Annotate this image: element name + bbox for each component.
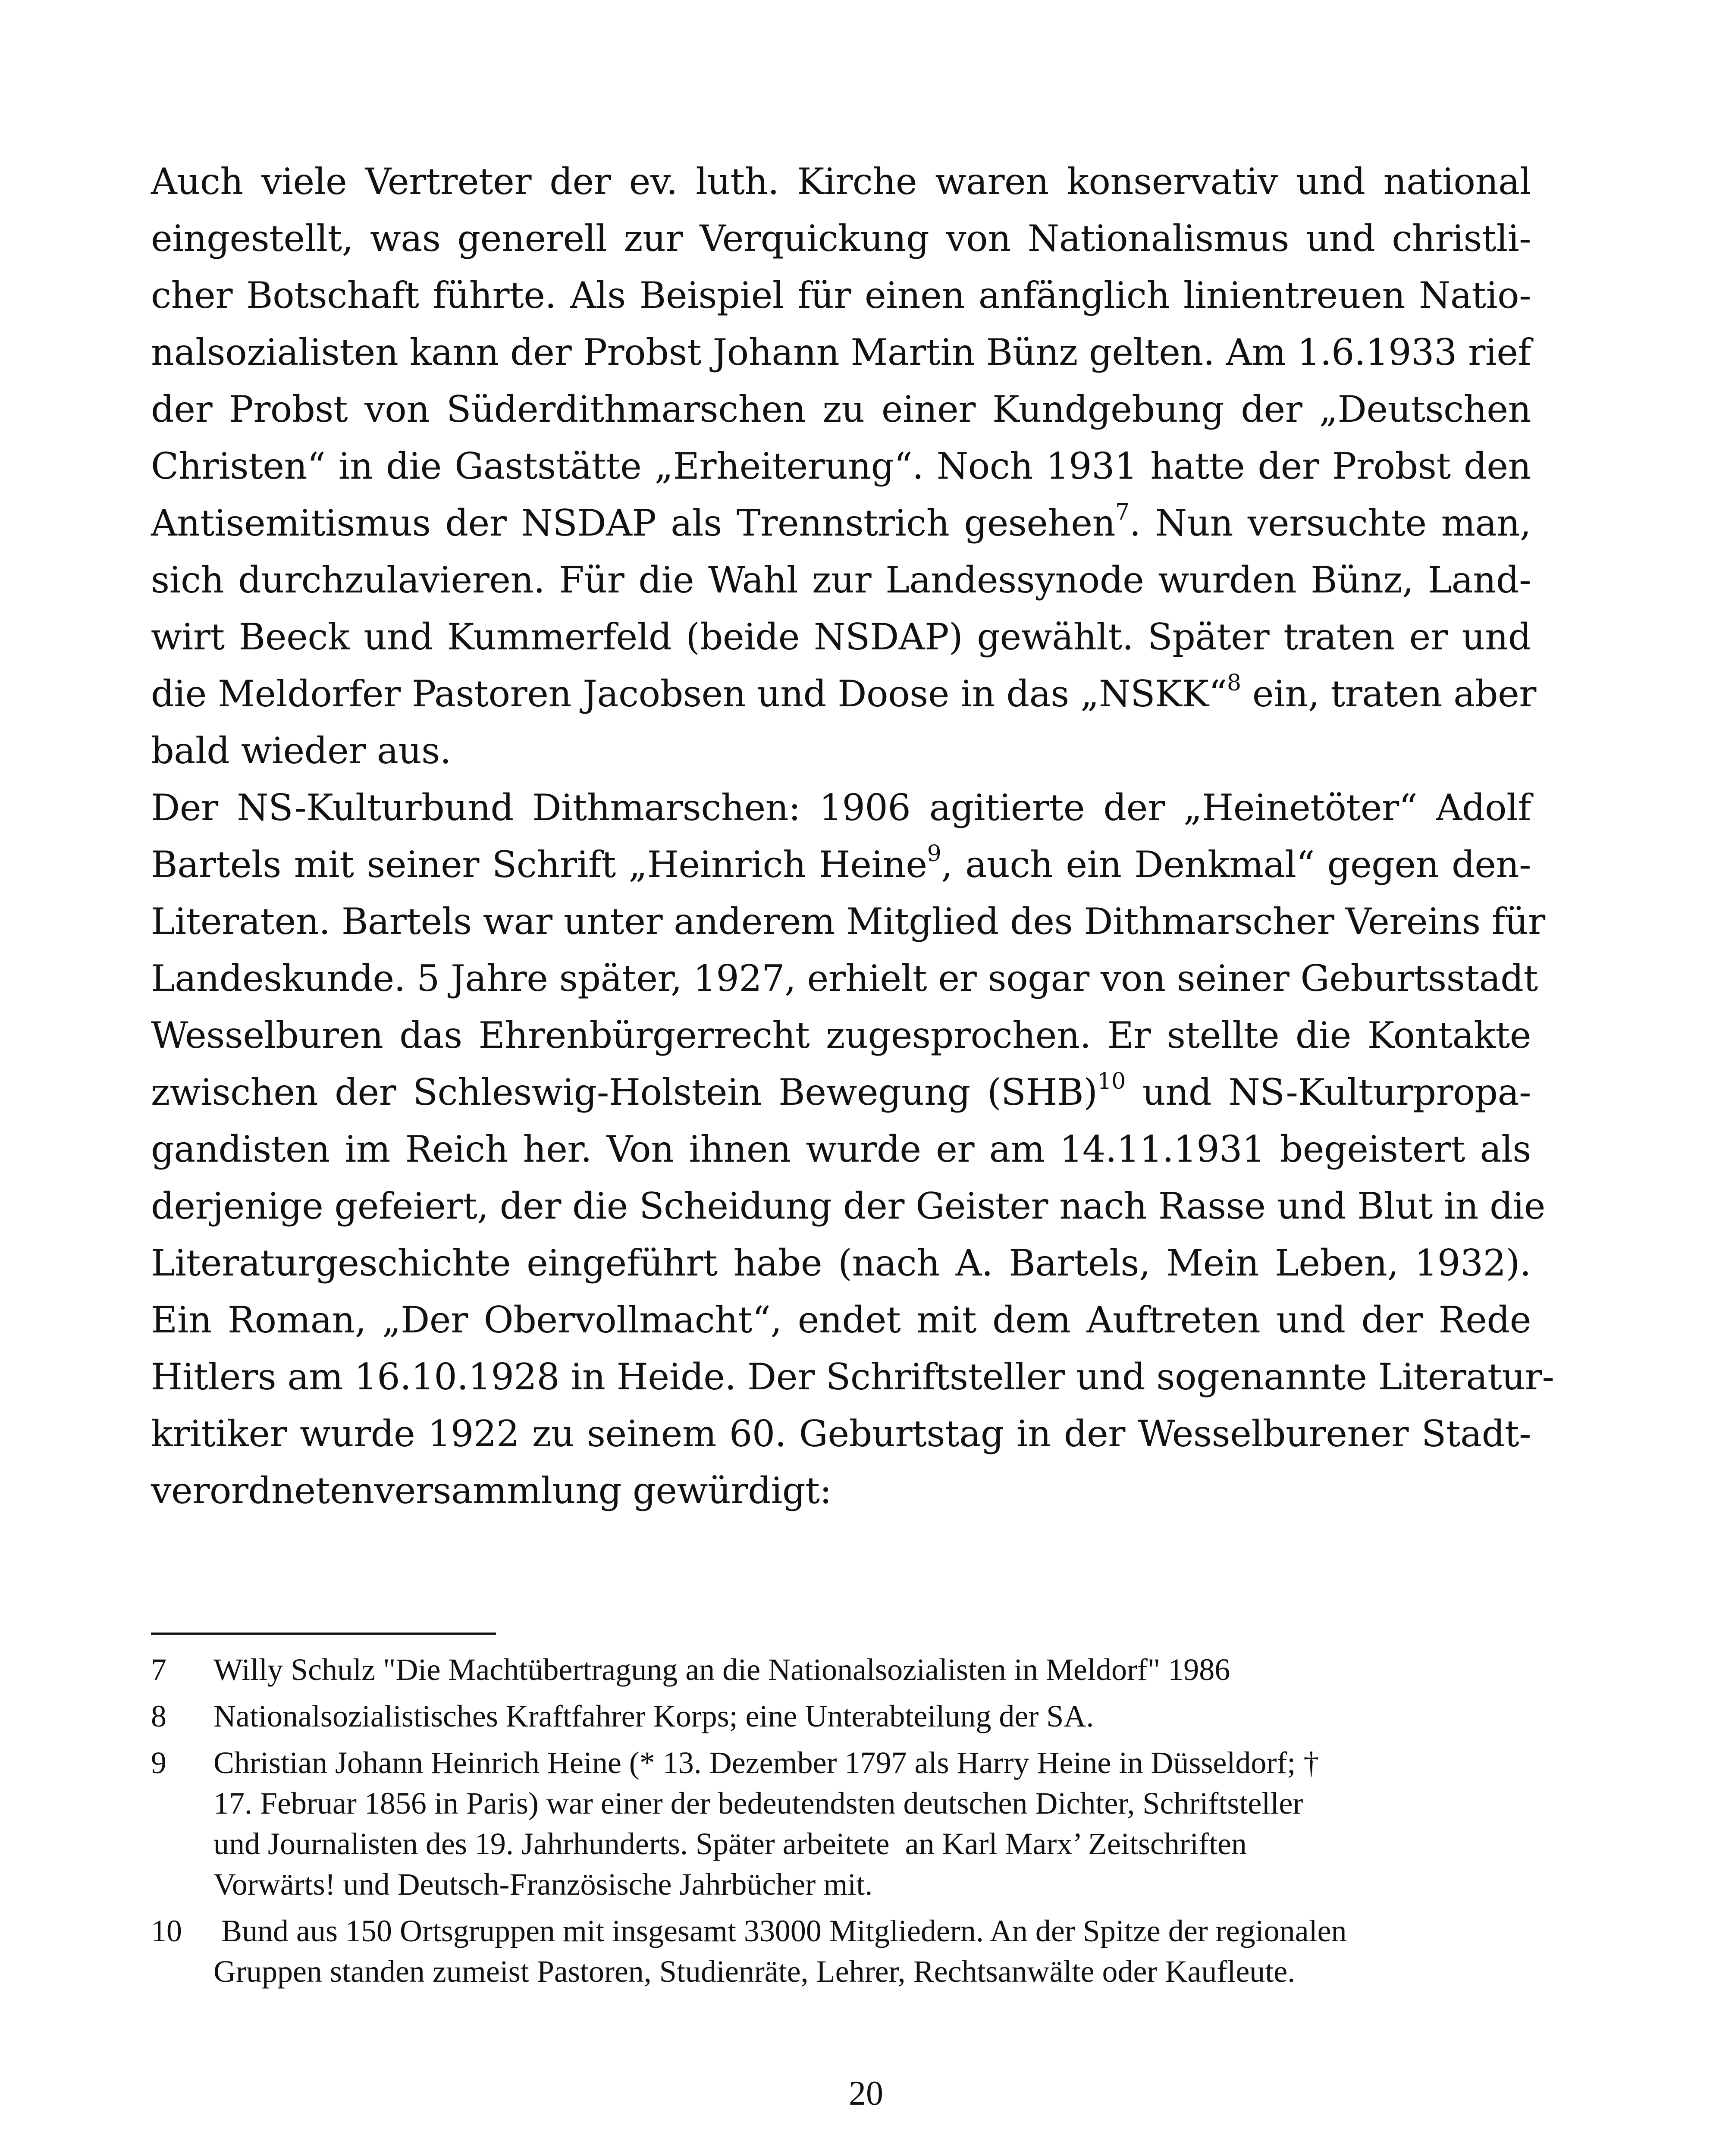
text-line: Landeskunde. 5 Jahre später, 1927, erhielt er sogar von seiner Geburtsstadt [151, 957, 1538, 1000]
footnote-text [213, 1742, 1531, 1905]
text-line [151, 836, 1531, 893]
text-line: sich durchzulavieren. Für die Wahl zur Landessynode wurden Bünz, Land- [151, 559, 1531, 601]
text-line: kritiker wurde 1922 zu seinem 60. Geburtstag in der Wesselburener Stadt- [151, 1413, 1531, 1455]
text-line: derjenige gefeiert, der die Scheidung der Geister nach Rasse und Blut in die [151, 1185, 1545, 1227]
text-line: Literaten. Bartels war unter anderem Mitglied des Dithmarscher Vereins für [151, 900, 1545, 943]
footnote-7 [151, 1649, 1531, 1690]
footnote-number: 8 [151, 1699, 166, 1733]
text-line [151, 1064, 1531, 1121]
text-line: gandisten im Reich her. Von ihnen wurde er am 14.11.1931 begeistert als [151, 1128, 1531, 1170]
footnote-line: Vorwärts! und Deutsch-Französische Jahrbücher mit. [213, 1867, 873, 1902]
text-segment: die Meldorfer Pastoren Jacobsen und Doose in das „NSKK“ [151, 673, 1227, 715]
text-segment: zwischen der Schleswig-Holstein Bewegung (SHB) [151, 1071, 1098, 1113]
footnote-line: Willy Schulz "Die Machtübertragung an die Nationalsozialisten in Meldorf" 1986 [213, 1652, 1230, 1687]
text-segment: ein, traten aber [1241, 673, 1536, 715]
text-line: Auch viele Vertreter der ev. luth. Kirche waren konservativ und national [151, 160, 1531, 203]
text-line [151, 495, 1531, 552]
text-line: Der NS-Kulturbund Dithmarschen: 1906 agitierte der „Heinetöter“ Adolf [151, 787, 1531, 829]
text-segment: . Nun versuchte man, [1129, 502, 1531, 544]
footnote-9 [151, 1742, 1531, 1905]
footnote-text [213, 1649, 1531, 1690]
text-line: Literaturgeschichte eingeführt habe (nach A. Bartels, Mein Leben, 1932). [151, 1242, 1531, 1284]
footnote-number: 9 [151, 1745, 166, 1780]
text-line: der Probst von Süderdithmarschen zu einer Kundgebung der „Deutschen [151, 388, 1531, 430]
page-number: 20 [849, 2075, 883, 2112]
footnote-8 [151, 1696, 1531, 1736]
footnote-line: 17. Februar 1856 in Paris) war einer der bedeutendsten deutschen Dichter, Schriftsteller [213, 1786, 1303, 1821]
text-line: Hitlers am 16.10.1928 in Heide. Der Schriftsteller und sogenannte Literatur- [151, 1356, 1554, 1398]
text-line: Ein Roman, „Der Obervollmacht“, endet mit dem Auftreten und der Rede [151, 1299, 1531, 1341]
footnote-ref-7[interactable]: 7 [1115, 499, 1130, 525]
footnote-separator [151, 1633, 496, 1635]
footnote-number: 7 [151, 1652, 166, 1687]
text-line [151, 665, 1536, 722]
footnote-ref-8[interactable]: 8 [1227, 670, 1241, 696]
text-line: eingestellt, was generell zur Verquickung von Nationalismus und christli- [151, 217, 1531, 260]
text-line: bald wieder aus. [151, 730, 451, 772]
footnote-line: Gruppen standen zumeist Pastoren, Studienräte, Lehrer, Rechtsanwälte oder Kaufleute. [213, 1954, 1296, 1989]
footnote-ref-10[interactable]: 10 [1097, 1069, 1126, 1094]
footnote-line: Nationalsozialistisches Kraftfahrer Korps; eine Unterabteilung der SA. [213, 1699, 1094, 1733]
footnote-line: Christian Johann Heinrich Heine (* 13. Dezember 1797 als Harry Heine in Düsseldorf; † [213, 1745, 1319, 1780]
text-line: cher Botschaft führte. Als Beispiel für einen anfänglich linientreuen Natio- [151, 274, 1531, 317]
footnote-10 [151, 1911, 1531, 1992]
text-segment: und NS-Kulturpropa- [1125, 1071, 1531, 1113]
text-line: verordnetenversammlung gewürdigt: [151, 1470, 832, 1512]
footnote-line: Bund aus 150 Ortsgruppen mit insgesamt 33000 Mitgliedern. An der Spitze der regionalen [213, 1914, 1347, 1948]
footnote-ref-9[interactable]: 9 [927, 841, 941, 867]
text-line: Christen“ in die Gaststätte „Erheiterung“. Noch 1931 hatte der Probst den [151, 445, 1531, 487]
body-text [151, 153, 1554, 1519]
footnote-number: 10 [151, 1914, 182, 1948]
text-line: nalsozialisten kann der Probst Johann Martin Bünz gelten. Am 1.6.1933 rief [151, 331, 1531, 373]
footnote-line: und Journalisten des 19. Jahrhunderts. Später arbeitete an Karl Marx’ Zeitschriften [213, 1827, 1247, 1861]
footnote-text [213, 1911, 1531, 1992]
text-line: wirt Beeck und Kummerfeld (beide NSDAP) gewählt. Später traten er und [151, 616, 1531, 658]
footnote-text [213, 1696, 1531, 1736]
text-segment: Antisemitismus der NSDAP als Trennstrich gesehen [151, 502, 1116, 544]
text-line: Wesselburen das Ehrenbürgerrecht zugesprochen. Er stellte die Kontakte [151, 1014, 1531, 1056]
text-segment: , auch ein Denkmal“ gegen den- [941, 843, 1531, 886]
footnotes [151, 1649, 1531, 1998]
text-segment: Bartels mit seiner Schrift „Heinrich Heine [151, 843, 927, 886]
